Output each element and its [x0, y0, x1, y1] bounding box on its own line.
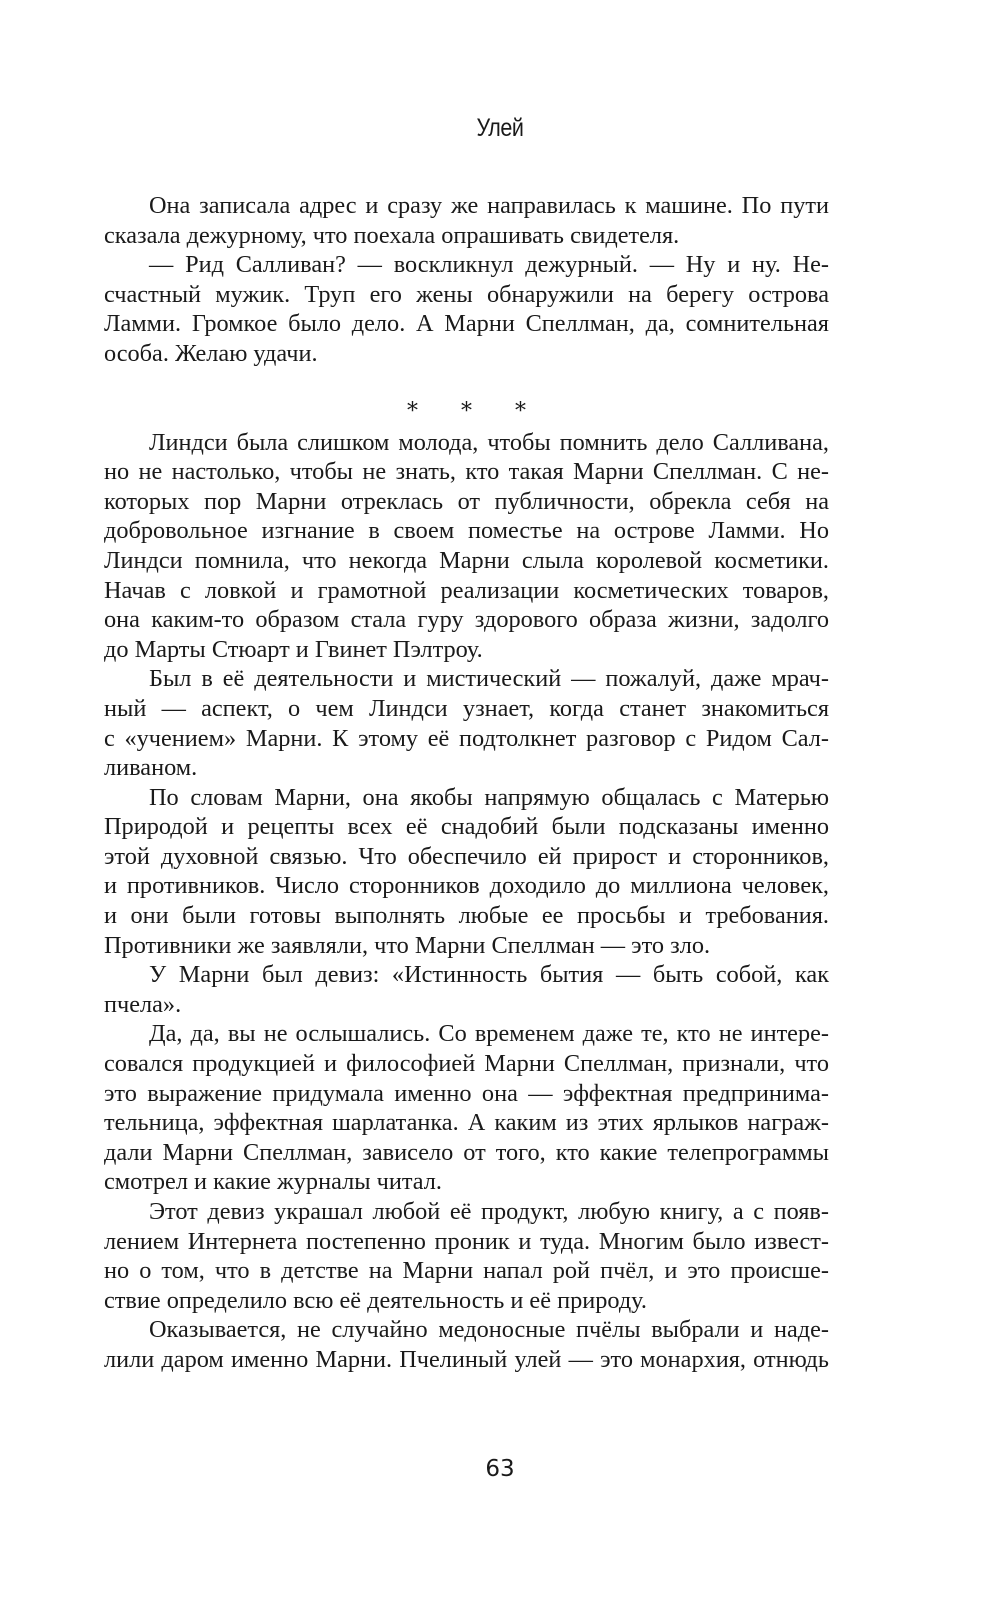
section-break: [104, 369, 829, 428]
text-line: лили даром именно Марни. Пчелиный улей — это монархия, отнюдь: [104, 1345, 829, 1373]
text-line: с «учением» Марни. К этому её подтолкнет разговор с Ридом Сал-: [104, 724, 829, 752]
text-line: Она записала адрес и сразу же направилась к машине. По пути: [149, 192, 829, 219]
text-line: У Марни был девиз: «Истинность бытия — быть собой, как: [149, 961, 829, 989]
text-after-section-break: [104, 428, 829, 1375]
text-line: лением Интернета постепенно проник и туда. Многим было извест-: [104, 1227, 829, 1255]
text-line: этой духовной связью. Что обеспечило ей прирост и сторонников,: [104, 842, 829, 870]
text-line: пчела».: [104, 990, 182, 1018]
text-line: особа. Желаю удачи.: [104, 339, 318, 367]
text-line: Природой и рецепты всех её снадобий были подсказаны именно: [104, 813, 829, 841]
text-line: она каким-то образом стала гуру здорового образа жизни, задолго: [104, 606, 829, 634]
text-line: добровольное изгнание в своем поместье на острове Ламми. Но: [104, 517, 829, 545]
text-line: Ламми. Громкое было дело. А Марни Спеллман, да, сомнительная: [104, 310, 829, 338]
text-line: Противники же заявляли, что Марни Спеллман — это зло.: [104, 931, 711, 959]
text-line: Был в её деятельности и мистический — пожалуй, даже мрач-: [149, 665, 829, 693]
text-before-section-break: [104, 191, 829, 369]
text-line: это выражение придумала именно она — эффектная предпринима-: [104, 1079, 829, 1107]
text-line: которых пор Марни отреклась от публичности, обрекла себя на: [104, 487, 829, 515]
text-line: и противников. Число сторонников доходило до миллиона человек,: [104, 872, 829, 900]
section-break-asterisks: * * *: [407, 398, 544, 424]
text-line: — Рид Салливан? — воскликнул дежурный. — Ну и ну. Не-: [149, 251, 829, 279]
body-text: [104, 191, 829, 1375]
text-line: смотрел и какие журналы читал.: [104, 1168, 442, 1196]
running-head: Улей: [476, 114, 524, 142]
text-line: сказала дежурному, что поехала опрашивать свидетеля.: [104, 221, 680, 249]
text-line: ливаном.: [104, 754, 198, 782]
text-line: Этот девиз украшал любой её продукт, любую книгу, а с появ-: [149, 1198, 829, 1225]
text-line: счастный мужик. Труп его жены обнаружили на берегу острова: [104, 280, 829, 308]
text-line: тельница, эффектная шарлатанка. А каким из этих ярлыков нагpаж-: [104, 1109, 829, 1137]
text-line: Линдси помнила, что некогда Марни слыла королевой косметики.: [104, 546, 829, 574]
text-line: до Марты Стюарт и Гвинет Пэлтроу.: [104, 635, 483, 663]
text-line: но о том, что в детстве на Марни напал рой пчёл, и это происше-: [104, 1257, 829, 1285]
text-line: ный — аспект, о чем Линдси узнает, когда станет знакомиться: [104, 694, 829, 722]
text-line: совался продукцией и философией Марни Спеллман, признали, что: [104, 1050, 829, 1078]
text-line: Линдси была слишком молода, чтобы помнить дело Салливана,: [149, 428, 829, 456]
text-line: дали Марни Спеллман, зависело от того, кто какие телепрограммы: [104, 1138, 829, 1166]
text-line: Оказывается, не случайно медоносные пчёлы выбрали и наде-: [149, 1316, 829, 1344]
page-number: 63: [485, 1456, 515, 1482]
text-line: ствие определило всю её деятельность и её природу.: [104, 1286, 647, 1314]
text-line: Да, да, вы не ослышались. Со временем даже те, кто не интере-: [149, 1020, 829, 1048]
text-line: но не настолько, чтобы не знать, кто такая Марни Спеллман. С не-: [104, 458, 829, 486]
text-line: По словам Марни, она якобы напрямую общалась с Матерью: [149, 783, 829, 811]
text-line: Начав с ловкой и грамотной реализации косметических товаров,: [104, 576, 829, 604]
text-line: и они были готовы выполнять любые ее просьбы и требования.: [104, 902, 829, 930]
